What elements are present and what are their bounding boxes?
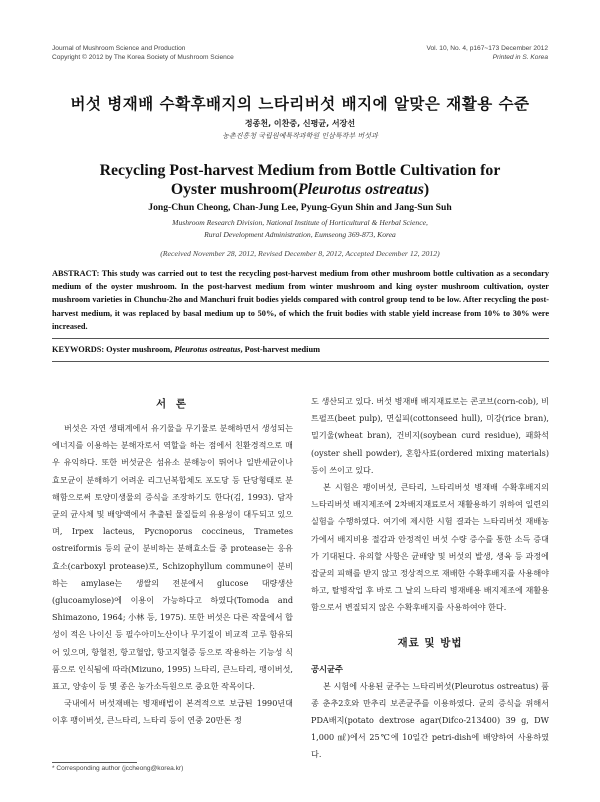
keywords-label: KEYWORDS: bbox=[52, 345, 105, 354]
title-english-line1: Recycling Post-harvest Medium from Bottle Cultivation for bbox=[99, 162, 501, 179]
affiliation-line2: Rural Development Administration, Eumseong 369-873, Korea bbox=[204, 230, 396, 239]
divider-bottom bbox=[52, 361, 549, 362]
affiliation-line1: Mushroom Research Division, National Institute of Horticultural & Herbal Science, bbox=[172, 218, 428, 227]
intro-paragraph-1: 버섯은 자연 생태계에서 유기물을 무기물로 분해하면서 생성되는 에너지를 이용하는 분해자로서 역할을 하는 점에서 친환경적으로 매우 유익하다. 또한 버섯균은 섬유소 분해능이 뛰어나 일반세균이나 효모균이 분해하기 어려운 리그닌복합체도 포도당 등 단당형태로 분해함으로써 토양미생물의 증식을 조장하기도 한다(김, 1993). 담자균의 균사체 및 배양액에서 추출된 물질들의 유용성이 대두되고 있으며, Irpex lacteus, Pycnoporus coccineus, Trametes ostreiformis 등의 균이 분비하는 분해효소들 중 protease는 응유효소(carboxyl protease)로, Schizophyllum commune이 분비하는 amylase는 생쌀의 전분에서 glucose 대량생산(glucoamylose)에 이용이 가능하다고 하였다(Tomoda and Shimazono, 1964; 小林 등, 1975). 또한 버섯은 다른 작물에서 합성이 적은 나이신 등 필수아미노산이나 무기질이 비교적 고루 함유되어 있으며, 항혈전, 항고혈압, 항고지혈증 등으로 작용하는 기능성 식품으로 인식됨에 따라(Mizuno, 1995) 느타리, 큰느타리, 팽이버섯, 표고, 양송이 등 몇 종은 농가소득원으로 중요한 작목이다. bbox=[52, 423, 293, 692]
title-korean: 버섯 병재배 수확후배지의 느타리버섯 배지에 알맞은 재활용 수준 bbox=[70, 95, 530, 113]
title-english-line2 bbox=[0, 180, 600, 199]
affiliation-english bbox=[0, 217, 600, 241]
keywords-species: Pleurotus ostreatus bbox=[174, 345, 241, 354]
journal-copyright: Copyright © 2012 by The Korea Society of Mushroom Science bbox=[52, 54, 234, 61]
abstract: ABSTRACT: This study was carried out to test the recycling post-harvest medium from other mushroom bottle cultivation as a secondary medium of the oyster mushroom. In the post-harvest medium from winter mushroom and king oyster mushroom cultivation, oyster mushroom varieties in Chunchu-2ho and Manchuri fruit bodies yields compared with control group tend to be low. After recycling the post-harvest medium, it was replaced by basal medium up to 50%, of which the fruit bodies with stable yield increase from 10% to 30% were increased. bbox=[52, 269, 549, 331]
journal-header bbox=[52, 44, 234, 62]
intro-paragraph-2: 국내에서 버섯재배는 병재배법이 본격적으로 보급된 1990년대 이후 팽이버섯, 큰느타리, 느타리 등이 연중 20만톤 정 bbox=[52, 698, 293, 726]
journal-name: Journal of Mushroom Science and Production bbox=[52, 45, 186, 52]
footnote-rule bbox=[52, 762, 137, 763]
keywords bbox=[52, 345, 549, 354]
printed-location: Printed in S. Korea bbox=[492, 54, 548, 61]
keywords-text-end: , Post-harvest medium bbox=[240, 345, 320, 354]
issue-volume: Vol. 10, No. 4, p167~173 December 2012 bbox=[426, 45, 548, 52]
right-column bbox=[311, 393, 549, 764]
divider-top bbox=[52, 338, 549, 339]
strain-paragraph: 본 시험에 사용된 균주는 느타리버섯(Pleurotus ostreatus) 품종 춘추2호와 만추리 보존균주를 이용하였다. 균의 증식을 위해서 PDA배지(potato dextrose agar(Difco-213400) 39 g, DW 1,000 ㎖)에서 25℃에 10일간 petri-dish에 배양하여 사용하였다. bbox=[311, 680, 549, 760]
corresponding-author-footnote: * Corresponding author (jccheong@korea.kr) bbox=[52, 765, 184, 772]
methods-heading: 재료 및 방법 bbox=[397, 636, 463, 649]
title-line2-end: ) bbox=[423, 181, 430, 198]
title-line2-text: Oyster mushroom( bbox=[170, 181, 298, 198]
title-english bbox=[0, 161, 600, 199]
left-column bbox=[52, 394, 293, 730]
strain-subheading: 공시균주 bbox=[311, 663, 344, 674]
issue-header bbox=[426, 44, 548, 62]
intro-continued-paragraph: 도 생산되고 있다. 버섯 병재배 배지재료로는 콘코브(corn-cob), 비트펄프(beet pulp), 면실피(cottonseed hull), 미강(rice bran), 밀기울(wheat bran), 건비지(soybean curd residue), 패화석(oyster shell powder), 혼합사료(ordered mixing materials) 등이 쓰이고 있다. bbox=[311, 396, 549, 475]
title-species-name: Pleurotus ostreatus bbox=[297, 181, 424, 198]
intro-paragraph-3: 본 시험은 팽이버섯, 큰타리, 느타리버섯 병재배 수확후배지의 느타리버섯 배지제조에 2차배지재료로서 재활용하기 위하여 일련의 실험을 수행하였다. 여기에 제시한 시험 결과는 느타리버섯 재배농가에서 배지비용 절감과 안정적인 버섯 수량 증수를 통한 소득 증대가 기대된다. 유의할 사항은 균배양 및 버섯의 발생, 생육 등 과정에 잡균의 피해를 받지 않고 정상적으로 재배한 수확후배지를 사용해야 하고, 탈병작업 후 바로 그 날의 느타리 병재배용 배지제조에 재활용 함으로서 변질되지 않은 수확후배지를 사용하여야 한다. bbox=[311, 482, 549, 613]
keywords-text: Oyster mushroom, bbox=[104, 345, 175, 354]
received-dates: (Received November 28, 2012, Revised December 8, 2012, Accepted December 12, 2012) bbox=[160, 249, 440, 258]
affiliation-korean: 농촌진흥청 국립원예특작과학원 인삼특작부 버섯과 bbox=[222, 132, 378, 140]
authors-korean: 정종천, 이찬중, 신평균, 서장선 bbox=[244, 119, 356, 128]
authors-english: Jong-Chun Cheong, Chan-Jung Lee, Pyung-Gyun Shin and Jang-Sun Suh bbox=[148, 202, 452, 213]
intro-heading: 서 론 bbox=[156, 398, 189, 410]
